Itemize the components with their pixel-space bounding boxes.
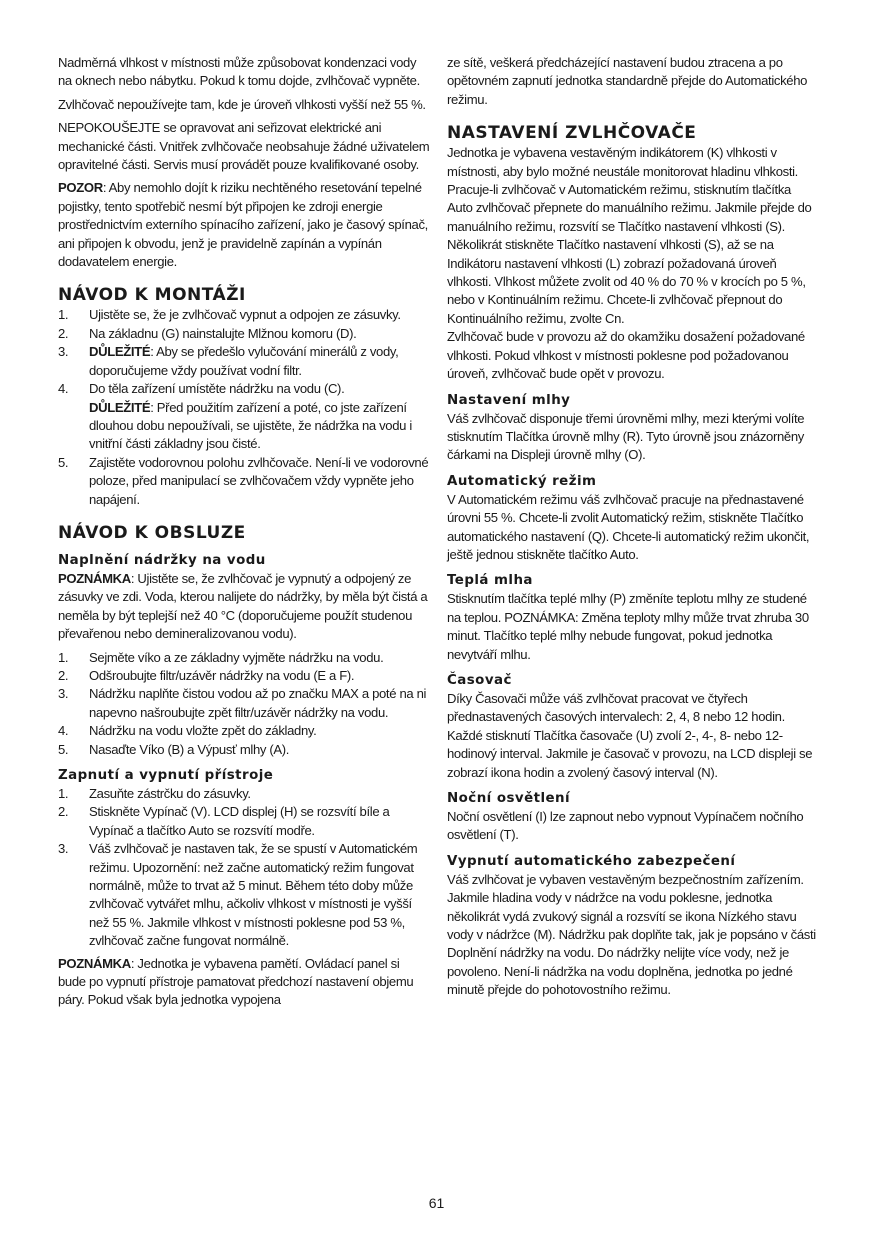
list-item bbox=[58, 803, 430, 840]
list-item bbox=[58, 722, 430, 740]
list-text: Stiskněte Vypínač (V). LCD displej (H) se rozsvítí bíle a Vypínač a tlačítko Auto se rozsvítí modře. bbox=[89, 804, 390, 838]
list-text: : Před použitím zařízení a poté, co jste zařízení dlouhou dobu nepoužívali, se ujistěte, že nádržka na vodu i vnitřní části základny jsou čisté. bbox=[89, 399, 412, 452]
auto-shutoff-heading: Vypnutí automatického zabezpečení bbox=[447, 853, 736, 869]
paragraph-humidity-limit: Zvlhčovač nepoužívejte tam, kde je úroveň vlhkosti vyšší než 55 %. bbox=[58, 96, 426, 112]
list-text: : Aby se předešlo vylučování minerálů z vody, doporučujeme vždy používat vodní filtr. bbox=[89, 344, 399, 378]
right-column bbox=[447, 54, 817, 1005]
page-number: 61 bbox=[428, 1195, 445, 1211]
list-text: Váš zvlhčovač je nastaven tak, že se spustí v Automatickém režimu. Upozornění: než začne automatický režim fungovat normálně, může to trvat až 5 minut. Během této doby může zvlhčovač vytvářet mlhu, ačkoliv vlhkost v místnosti je vyšší než 55 %. Jakmile vlhkost v místnosti poklesne pod 53 %, zvlhčovač začne fungovat normálně. bbox=[89, 841, 418, 949]
list-text: Nasaďte Víko (B) a Výpusť mlhy (A). bbox=[89, 741, 290, 757]
paragraph-mist: Váš zvlhčovač disponuje třemi úrovněmi mlhy, mezi kterými volíte stisknutím Tlačítka úrovně mlhy (R). Tyto úrovně jsou znázorněny čárkami na Displeji úrovně mlhy (O). bbox=[447, 410, 805, 463]
list-item bbox=[58, 343, 430, 380]
list-text: Nádržku naplňte čistou vodou až po značku MAX a poté na ni napevno našroubujte zpět filtr/uzávěr nádržky na vodu. bbox=[89, 686, 427, 720]
list-number: 3. bbox=[58, 344, 69, 360]
power-steps-list bbox=[58, 785, 430, 951]
list-number: 3. bbox=[58, 841, 69, 857]
paragraph-continuation: ze sítě, veškerá předcházející nastavení budou ztracena a po opětovném zapnutí jednotka standardně přejde do Automatického režimu. bbox=[447, 55, 808, 107]
list-text: Na základnu (G) nainstalujte Mlžnou komoru (D). bbox=[89, 325, 357, 341]
list-text: Sejměte víko a ze základny vyjměte nádržku na vodu. bbox=[89, 649, 384, 665]
list-item bbox=[58, 454, 430, 509]
list-number: 1. bbox=[58, 786, 69, 801]
list-item bbox=[58, 667, 430, 685]
list-item bbox=[58, 380, 430, 454]
paragraph-settings: Jednotka je vybavena vestavěným indikátorem (K) vlhkosti v místnosti, aby bylo možné neustále monitorovat hladinu vlhkosti. Pracuje-li zvlhčovač v Automatickém režimu, stisknutím tlačítka Auto zvlhčovač přepnete do manuálního režimu. Jakmile přejde do manuálního režimu, rozsvítí se Tlačítko nastavení vlhkosti (S). Několikrát stiskněte Tlačítko nastavení vlhkosti (S), až se na Indikátoru nastavení vlhkosti (L) zobrazí požadovaná úroveň vlhkosti. Vlhkost můžete zvolit od 40 % do 70 % v krocích po 5 %, nebo v Kontinuálním režimu. Chcete-li zvlhčovač přepnout do Kontinuálního režimu, zvolte Cn. bbox=[447, 145, 812, 326]
list-number: 5. bbox=[58, 454, 69, 470]
warm-mist-heading: Teplá mlha bbox=[447, 573, 533, 589]
paragraph-warm-mist: Stisknutím tlačítka teplé mlhy (P) změníte teplotu mlhy ze studené na teplou. POZNÁMKA: Změna teploty mlhy může trvat zhruba 30 minut. Tlačítko teplé mlhy nebude fungovat, pokud jednotka nevytváří mlhu. bbox=[447, 591, 809, 662]
fill-steps-list bbox=[58, 649, 430, 759]
list-text: Odšroubujte filtr/uzávěr nádržky na vodu (E a F). bbox=[89, 667, 355, 683]
list-number: 3. bbox=[58, 686, 69, 702]
list-item bbox=[58, 741, 430, 759]
paragraph-fill-note bbox=[58, 570, 430, 644]
operation-heading: NÁVOD K OBSLUZE bbox=[58, 522, 246, 543]
left-column bbox=[58, 54, 430, 1010]
list-number: 4. bbox=[58, 723, 69, 739]
mist-heading: Nastavení mlhy bbox=[447, 392, 571, 408]
list-item bbox=[58, 785, 430, 803]
paragraph-settings-operation: Zvlhčovač bude v provozu až do okamžiku dosažení požadované vlhkosti. Pokud vlhkost v místnosti poklesne pod požadovanou úroveň, zvlhčovač bude opět v provozu. bbox=[447, 329, 805, 382]
paragraph-memory-note bbox=[58, 955, 430, 1010]
caution-label: POZOR bbox=[58, 180, 103, 196]
paragraph-caution bbox=[58, 179, 430, 271]
paragraph-repair-warning: NEPOKOUŠEJTE se opravovat ani seřizovat elektrické ani mechanické části. Vnitřek zvlhčovače neobsahuje žádné uživatelem opravitelné části. Servis musí provádět pouze kvalifikované osoby. bbox=[58, 120, 430, 173]
power-heading: Zapnutí a vypnutí přístroje bbox=[58, 768, 274, 783]
important-label: DŮLEŽITÉ bbox=[89, 344, 151, 360]
list-text: Do těla zařízení umístěte nádržku na vodu (C). bbox=[89, 381, 345, 397]
list-item bbox=[58, 840, 430, 950]
list-number: 1. bbox=[58, 307, 69, 323]
note-text: : Ujistěte se, že zvlhčovač je vypnutý a odpojený ze zásuvky ve zdi. Voda, kterou nalijete do nádržky, by měla být čistá a neměla by být teplejší než 40 °C (doporučujeme použít studenou převařenou nebo demineralizovanou vodu). bbox=[58, 570, 428, 642]
caution-text: : Aby nemohlo dojít k riziku nechtěného resetování tepelné pojistky, tento spotřebič nesmí být připojen ke zdroji energie prostřednictvím externího spínacího zařízení, jako je časový spínač, ani připojen k obvodu, jenž je pravidelně zapínán a vypínán dodavatelem energie. bbox=[58, 180, 428, 270]
note-text: : Jednotka je vybavena pamětí. Ovládací panel si bude po vypnutí přístroje pamatovat předchozí nastavení objemu páry. Pokud však byla jednotka vypojena bbox=[58, 955, 414, 1008]
paragraph-auto-shutoff: Váš zvlhčovat je vybaven vestavěným bezpečnostním zařízením. Jakmile hladina vody v nádržce na vodu poklesne, jednotka několikrát vydá zvukový signál a rozsvítí se ikona Nízkého stavu vody v nádržce (M). Nádržku pak doplňte tak, jak je popsáno v části Doplnění nádržky na vodu. Do nádržky nelijte více vody, než je povoleno. Není-li nádržka na vodu doplněna, jednotka po jedné minutě přejde do pohotovostního režimu. bbox=[447, 871, 816, 998]
list-item bbox=[58, 306, 430, 324]
list-number: 2. bbox=[58, 804, 69, 820]
note-label: POZNÁMKA bbox=[58, 955, 131, 971]
assembly-heading: NÁVOD K MONTÁŽI bbox=[58, 285, 246, 306]
settings-heading: NASTAVENÍ ZVLHČOVAČE bbox=[447, 123, 697, 144]
list-text: Nádržku na vodu vložte zpět do základny. bbox=[89, 723, 317, 739]
note-label: POZNÁMKA bbox=[58, 570, 131, 586]
assembly-list bbox=[58, 306, 430, 508]
list-number: 2. bbox=[58, 667, 69, 683]
timer-heading: Časovač bbox=[447, 672, 512, 688]
list-number: 2. bbox=[58, 325, 69, 341]
list-text: Zasuňte zástrčku do zásuvky. bbox=[89, 786, 251, 801]
night-light-heading: Noční osvětlení bbox=[447, 791, 571, 806]
list-item bbox=[58, 649, 430, 667]
list-number: 4. bbox=[58, 381, 69, 397]
list-number: 1. bbox=[58, 649, 69, 665]
paragraph-auto-mode: V Automatickém režimu váš zvlhčovač pracuje na přednastavené úrovni 55 %. Chcete-li zvolit Automatický režim, stiskněte Tlačítko automatického nastavení (Q). Chcete-li automatický režim ukončit, ještě jednou stiskněte tlačítko Auto. bbox=[447, 491, 810, 562]
list-item bbox=[58, 685, 430, 722]
paragraph-condensation: Nadměrná vlhkost v místnosti může způsobovat kondenzaci vody na oknech nebo nábytku. Pokud k tomu dojde, zvlhčovač vypněte. bbox=[58, 55, 420, 89]
paragraph-night-light: Noční osvětlení (I) lze zapnout nebo vypnout Vypínačem nočního osvětlení (T). bbox=[447, 809, 804, 843]
list-text: Zajistěte vodorovnou polohu zvlhčovače. Není-li ve vodorovné poloze, před manipulací se zvlhčovačem vždy vypněte jeho napájení. bbox=[89, 454, 429, 507]
list-number: 5. bbox=[58, 741, 69, 757]
important-label: DŮLEŽITÉ bbox=[89, 399, 151, 415]
paragraph-timer: Díky Časovači může váš zvlhčovat pracovat ve čtyřech přednastavených časových intervalech: 2, 4, 8 nebo 12 hodin. Každé stisknutí Tlačítka časovače (U) zvolí 2-, 4-, 8- nebo 12-hodinový interval. Jakmile je časovač v provozu, na LCD displeji se zobrazí ikona hodin a zvolený časový interval (N). bbox=[447, 690, 813, 780]
list-item bbox=[58, 325, 430, 343]
auto-mode-heading: Automatický režim bbox=[447, 473, 597, 489]
fill-heading: Naplnění nádržky na vodu bbox=[58, 552, 266, 568]
list-text: Ujistěte se, že je zvlhčovač vypnut a odpojen ze zásuvky. bbox=[89, 307, 401, 323]
